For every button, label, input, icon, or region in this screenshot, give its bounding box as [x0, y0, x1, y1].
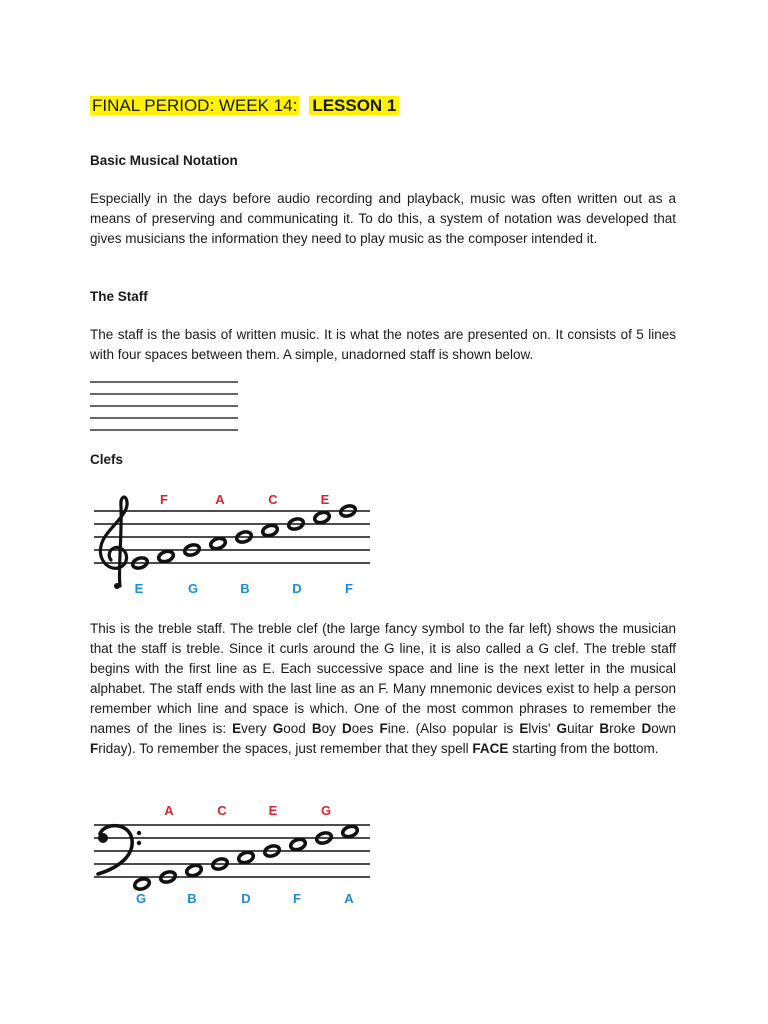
bass-notes — [133, 825, 358, 891]
bass-space-label-e: E — [268, 803, 278, 818]
bass-space-labels — [164, 803, 331, 818]
bass-line-label-b: B — [187, 891, 197, 906]
treble-space-label-c: C — [268, 492, 278, 507]
heading-staff: The Staff — [90, 289, 148, 304]
paragraph-treble: This is the treble staff. The treble clef (the large fancy symbol to the far left) shows the musician that the staff is treble. Since it curls around the G line, it is also called a G clef. The treble staff begins with the first line as E. Each successive space and line is the next letter in the musical alphabet. The staff ends with the last line as an F. Many mnemonic devices exist to help a person remember which line and space is which. One of the most common phrases to remember the names of the lines is: Every Good Boy Does Fine. (Also popular is Elvis' Guitar Broke Down Friday). To remember the spaces, just remember that they spell FACE starting from the bottom. — [90, 621, 677, 756]
treble-space-label-f: F — [160, 492, 168, 507]
paragraph-staff: The staff is the basis of written music. It is what the notes are presented on. It consists of 5 lines with four spaces between them. A simple, unadorned staff is shown below. — [90, 327, 676, 362]
heading-clefs: Clefs — [90, 452, 124, 467]
treble-line-label-e: E — [134, 581, 144, 596]
bass-clef-icon — [98, 826, 141, 874]
bass-space-label-a: A — [164, 803, 174, 818]
treble-line-label-b: B — [240, 581, 250, 596]
bass-space-label-c: C — [217, 803, 227, 818]
plain-staff — [90, 378, 240, 436]
heading-basic-notation: Basic Musical Notation — [90, 153, 238, 168]
treble-staff-diagram — [90, 486, 380, 606]
bass-line-label-g: G — [135, 891, 147, 906]
title-main: FINAL PERIOD: WEEK 14: — [92, 96, 298, 115]
treble-space-label-a: A — [215, 492, 225, 507]
bass-staff-diagram — [90, 798, 380, 908]
paragraph-notation: Especially in the days before audio recording and playback, music was often written out as a means of preserving and communicating it. To do this, a system of notation was developed that gives musicians the information they need to play music as the composer intended it. — [90, 191, 676, 246]
bass-line-labels — [136, 891, 354, 906]
treble-line-label-d: D — [292, 581, 302, 596]
bass-space-label-g: G — [320, 803, 332, 818]
bass-line-label-a: A — [344, 891, 354, 906]
treble-space-labels — [160, 492, 330, 507]
treble-line-label-g: G — [187, 581, 199, 596]
treble-space-label-e: E — [320, 492, 330, 507]
treble-line-label-f: F — [345, 581, 353, 596]
title-lesson: LESSON 1 — [309, 96, 399, 115]
bass-line-label-d: D — [241, 891, 251, 906]
treble-line-labels — [135, 581, 353, 596]
bass-line-label-f: F — [293, 891, 301, 906]
page-title — [90, 92, 399, 119]
